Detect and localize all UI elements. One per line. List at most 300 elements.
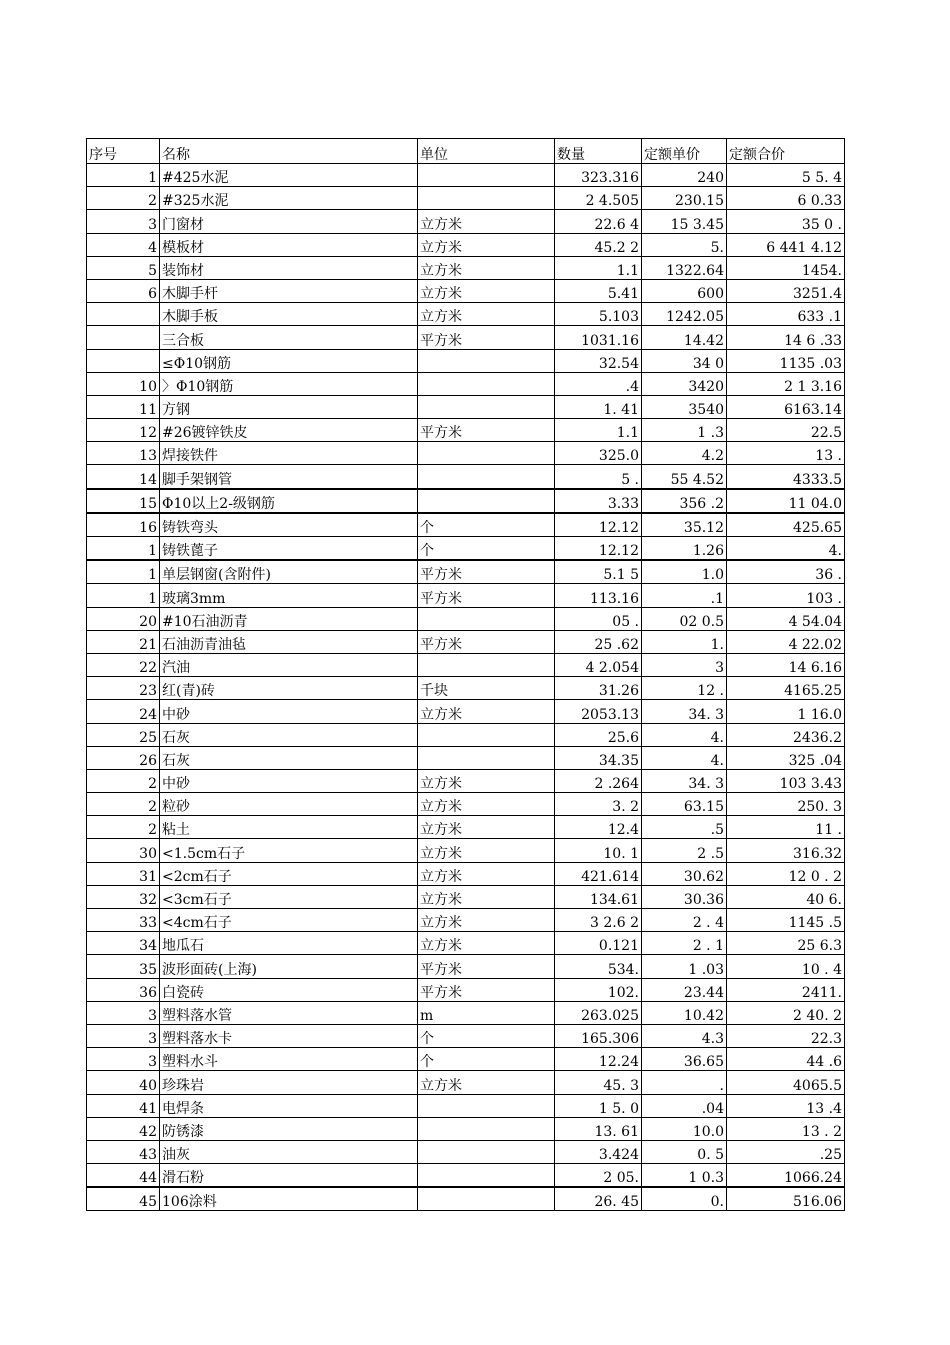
cell-quantity: 102. [555,978,642,1001]
cell-quantity: 22.6 4 [555,210,642,233]
cell-unit-price: 3540 [642,395,727,418]
cell-index: 44 [87,1164,160,1188]
table-row [87,233,845,256]
cell-quantity: .4 [555,372,642,395]
cell-name: <1.5cm石子 [160,839,418,862]
cell-unit-price: .5 [642,816,727,839]
cell-unit-price: 3420 [642,372,727,395]
cell-unit: 平方米 [418,978,555,1001]
cell-index: 3 [87,1048,160,1071]
cell-quantity: 134.61 [555,885,642,908]
cell-index: 33 [87,909,160,932]
cell-total-price: 25 6.3 [727,932,845,955]
cell-index: 10 [87,372,160,395]
cell-unit-price: 34 0 [642,349,727,372]
cell-total-price: 316.32 [727,839,845,862]
cell-quantity: 5 . [555,465,642,489]
cell-name: #26镀锌铁皮 [160,419,418,442]
cell-name: 波形面砖(上海) [160,955,418,978]
cell-total-price: 103 . [727,584,845,607]
cell-total-price: 1135 .03 [727,349,845,372]
cell-unit: m [418,1001,555,1024]
cell-unit [418,442,555,465]
table-row [87,256,845,279]
cell-total-price: 12 0 . 2 [727,862,845,885]
cell-total-price: 6163.14 [727,395,845,418]
cell-unit-price: 34. 3 [642,700,727,723]
cell-unit [418,1117,555,1140]
cell-index: 24 [87,700,160,723]
cell-unit-price: 10.42 [642,1001,727,1024]
cell-unit-price: 14.42 [642,326,727,349]
cell-quantity: 45.2 2 [555,233,642,256]
cell-unit [418,723,555,746]
cell-unit: 立方米 [418,932,555,955]
table-row [87,1001,845,1024]
cell-unit-price: 1.26 [642,537,727,561]
cell-index: 34 [87,932,160,955]
cell-index: 11 [87,395,160,418]
cell-total-price: 13 . [727,442,845,465]
cell-quantity: 34.35 [555,746,642,769]
cell-total-price: 11 . [727,816,845,839]
cell-unit-price: 356 .2 [642,489,727,513]
cell-unit: 立方米 [418,1071,555,1094]
cell-total-price: 425.65 [727,513,845,537]
cell-name: 脚手架钢管 [160,465,418,489]
table-row [87,419,845,442]
cell-index [87,303,160,326]
cell-quantity: 45. 3 [555,1071,642,1094]
cell-name: <4cm石子 [160,909,418,932]
cell-quantity: 3.33 [555,489,642,513]
cell-total-price: 14 6.16 [727,653,845,676]
cell-unit: 立方米 [418,909,555,932]
cell-index: 3 [87,1024,160,1047]
cell-total-price: 6 441 4.12 [727,233,845,256]
cell-index: 15 [87,489,160,513]
cell-total-price: 5 5. 4 [727,164,845,187]
cell-name: 电焊条 [160,1094,418,1117]
cell-name: #10石油沥青 [160,607,418,630]
cell-total-price: 2 40. 2 [727,1001,845,1024]
cell-unit: 个 [418,537,555,561]
cell-unit [418,465,555,489]
cell-unit-price: .1 [642,584,727,607]
cell-quantity: 5.103 [555,303,642,326]
cell-index: 1 [87,164,160,187]
table-row [87,1024,845,1047]
cell-unit: 立方米 [418,769,555,792]
cell-quantity: 31.26 [555,677,642,700]
cell-unit-price: 30.62 [642,862,727,885]
table-row [87,164,845,187]
cell-unit: 个 [418,513,555,537]
header-unit-price: 定额单价 [642,139,727,164]
cell-index: 30 [87,839,160,862]
cell-total-price: 36 . [727,560,845,584]
header-unit: 单位 [418,139,555,164]
cell-quantity: 325.0 [555,442,642,465]
cell-unit: 平方米 [418,584,555,607]
cell-unit-price: 4. [642,723,727,746]
table-row [87,537,845,561]
cell-name: 粒砂 [160,793,418,816]
table-row [87,955,845,978]
table-row [87,1094,845,1117]
cell-quantity: 1 5. 0 [555,1094,642,1117]
cell-total-price: 516.06 [727,1187,845,1211]
cell-quantity: 1.1 [555,419,642,442]
cell-unit [418,746,555,769]
cell-name: 石灰 [160,723,418,746]
cell-quantity: 421.614 [555,862,642,885]
table-row [87,1187,845,1211]
cell-total-price: 6 0.33 [727,187,845,210]
cell-unit: 立方米 [418,793,555,816]
cell-name: 木脚手板 [160,303,418,326]
cell-total-price: 10 . 4 [727,955,845,978]
cell-unit-price: 3 [642,653,727,676]
table-row [87,187,845,210]
cell-index: 42 [87,1117,160,1140]
cell-total-price: 1 16.0 [727,700,845,723]
cell-unit-price: 1 .3 [642,419,727,442]
cell-total-price: 4. [727,537,845,561]
cell-unit [418,187,555,210]
cell-name: 中砂 [160,769,418,792]
cell-total-price: 250. 3 [727,793,845,816]
cell-total-price: 1145 .5 [727,909,845,932]
table-row [87,349,845,372]
cell-name: 门窗材 [160,210,418,233]
cell-unit [418,372,555,395]
cell-total-price: 1066.24 [727,1164,845,1188]
cell-name: 铸铁蓖子 [160,537,418,561]
cell-total-price: 22.5 [727,419,845,442]
table-row [87,442,845,465]
cell-quantity: 1031.16 [555,326,642,349]
cell-unit [418,607,555,630]
cell-unit [418,489,555,513]
table-row [87,839,845,862]
cell-unit-price: 1.0 [642,560,727,584]
cell-name: #425水泥 [160,164,418,187]
cell-name: <2cm石子 [160,862,418,885]
cell-unit [418,1094,555,1117]
header-name: 名称 [160,139,418,164]
cell-quantity: 1. 41 [555,395,642,418]
cell-quantity: 2053.13 [555,700,642,723]
cell-total-price: 4333.5 [727,465,845,489]
cell-name: 石油沥青油毡 [160,630,418,653]
cell-quantity: 13. 61 [555,1117,642,1140]
cell-name: ≤Φ10钢筋 [160,349,418,372]
table-row [87,932,845,955]
cell-unit-price: 4.3 [642,1024,727,1047]
cell-index: 1 [87,584,160,607]
cell-unit-price: 12 . [642,677,727,700]
cell-name: 石灰 [160,746,418,769]
cell-quantity: 113.16 [555,584,642,607]
cell-total-price: 14 6 .33 [727,326,845,349]
table-row [87,1164,845,1188]
cell-total-price: .25 [727,1140,845,1163]
cell-unit-price: 2 . 1 [642,932,727,955]
header-row [87,139,845,164]
cell-unit: 立方米 [418,700,555,723]
cell-total-price: 40 6. [727,885,845,908]
cell-unit-price: 0. [642,1187,727,1211]
table-row [87,395,845,418]
header-index: 序号 [87,139,160,164]
cell-quantity: 1.1 [555,256,642,279]
cell-name: 油灰 [160,1140,418,1163]
cell-unit-price: 23.44 [642,978,727,1001]
cell-index: 22 [87,653,160,676]
cell-name: 106涂料 [160,1187,418,1211]
table-row [87,1071,845,1094]
cell-quantity: 3 2.6 2 [555,909,642,932]
cell-total-price: 2411. [727,978,845,1001]
cell-index: 31 [87,862,160,885]
table-row [87,1117,845,1140]
cell-total-price: 13 . 2 [727,1117,845,1140]
cell-total-price: 2 1 3.16 [727,372,845,395]
cell-unit-price: 240 [642,164,727,187]
cell-quantity: 263.025 [555,1001,642,1024]
cell-index: 2 [87,793,160,816]
cell-unit-price: . [642,1071,727,1094]
cell-name: 木脚手杆 [160,279,418,302]
cell-index: 3 [87,1001,160,1024]
cell-unit [418,349,555,372]
table-row [87,489,845,513]
cell-name: 白瓷砖 [160,978,418,1001]
cell-total-price: 4 54.04 [727,607,845,630]
cell-unit: 个 [418,1048,555,1071]
cell-total-price: 44 .6 [727,1048,845,1071]
cell-quantity: 12.12 [555,537,642,561]
cell-unit-price: 2 .5 [642,839,727,862]
cell-quantity: 2 4.505 [555,187,642,210]
cell-name: 汽油 [160,653,418,676]
cell-name: <3cm石子 [160,885,418,908]
cell-unit: 立方米 [418,885,555,908]
cell-name: 焊接铁件 [160,442,418,465]
cell-index: 43 [87,1140,160,1163]
cell-unit: 立方米 [418,862,555,885]
cell-unit-price: 5. [642,233,727,256]
cell-index: 16 [87,513,160,537]
cell-total-price: 35 0 . [727,210,845,233]
table-row [87,210,845,233]
table-row [87,816,845,839]
cell-quantity: 5.41 [555,279,642,302]
table-row [87,1140,845,1163]
cell-total-price: 3251.4 [727,279,845,302]
cell-unit-price: 10.0 [642,1117,727,1140]
cell-unit-price: 63.15 [642,793,727,816]
cell-unit-price: 35.12 [642,513,727,537]
cell-unit [418,395,555,418]
table-row [87,978,845,1001]
cell-index: 36 [87,978,160,1001]
cell-quantity: 12.4 [555,816,642,839]
cell-unit-price: 600 [642,279,727,302]
cell-unit-price: 1322.64 [642,256,727,279]
cell-unit: 立方米 [418,303,555,326]
cell-unit-price: 0. 5 [642,1140,727,1163]
cell-index: 2 [87,816,160,839]
cell-name: 玻璃3mm [160,584,418,607]
cell-name: 地瓜石 [160,932,418,955]
cell-index: 35 [87,955,160,978]
materials-sheet [86,138,844,1211]
cell-quantity: 5.1 5 [555,560,642,584]
cell-quantity: 05 . [555,607,642,630]
table-row [87,1048,845,1071]
cell-quantity: 323.316 [555,164,642,187]
table-row [87,909,845,932]
cell-total-price: 325 .04 [727,746,845,769]
cell-index: 5 [87,256,160,279]
cell-name: 中砂 [160,700,418,723]
cell-unit [418,1140,555,1163]
cell-unit-price: 4.2 [642,442,727,465]
cell-unit: 平方米 [418,630,555,653]
cell-unit-price: 4. [642,746,727,769]
cell-total-price: 4 22.02 [727,630,845,653]
cell-quantity: 12.24 [555,1048,642,1071]
cell-name: 〉Φ10钢筋 [160,372,418,395]
cell-quantity: 4 2.054 [555,653,642,676]
table-row [87,584,845,607]
cell-total-price: 1454. [727,256,845,279]
table-row [87,700,845,723]
header-quantity: 数量 [555,139,642,164]
cell-unit-price: 36.65 [642,1048,727,1071]
cell-name: 塑料水斗 [160,1048,418,1071]
cell-name: 粘土 [160,816,418,839]
cell-quantity: 534. [555,955,642,978]
cell-unit: 立方米 [418,839,555,862]
cell-name: 塑料落水卡 [160,1024,418,1047]
cell-unit-price: 02 0.5 [642,607,727,630]
cell-index: 26 [87,746,160,769]
cell-quantity: 165.306 [555,1024,642,1047]
cell-index: 6 [87,279,160,302]
cell-quantity: 32.54 [555,349,642,372]
table-row [87,653,845,676]
cell-unit: 平方米 [418,560,555,584]
cell-index: 25 [87,723,160,746]
cell-unit: 平方米 [418,326,555,349]
cell-name: 方钢 [160,395,418,418]
table-row [87,630,845,653]
cell-index [87,349,160,372]
cell-total-price: 2436.2 [727,723,845,746]
cell-unit-price: 55 4.52 [642,465,727,489]
table-row [87,862,845,885]
cell-index: 1 [87,537,160,561]
cell-total-price: 22.3 [727,1024,845,1047]
cell-unit-price: 2 . 4 [642,909,727,932]
cell-quantity: 0.121 [555,932,642,955]
cell-index: 20 [87,607,160,630]
cell-unit: 立方米 [418,816,555,839]
cell-unit [418,1187,555,1211]
cell-unit: 立方米 [418,233,555,256]
cell-total-price: 4065.5 [727,1071,845,1094]
table-row [87,560,845,584]
table-row [87,465,845,489]
cell-name: 铸铁弯头 [160,513,418,537]
cell-name: 防锈漆 [160,1117,418,1140]
cell-unit-price: .04 [642,1094,727,1117]
table-row [87,885,845,908]
cell-unit-price: 30.36 [642,885,727,908]
cell-quantity: 12.12 [555,513,642,537]
cell-quantity: 2 05. [555,1164,642,1188]
cell-unit-price: 1. [642,630,727,653]
cell-unit-price: 15 3.45 [642,210,727,233]
cell-quantity: 25.6 [555,723,642,746]
cell-unit: 平方米 [418,955,555,978]
cell-index: 3 [87,210,160,233]
cell-name: Φ10以上2-级钢筋 [160,489,418,513]
cell-name: 单层钢窗(含附件) [160,560,418,584]
cell-quantity: 2 .264 [555,769,642,792]
cell-unit: 平方米 [418,419,555,442]
table-row [87,303,845,326]
cell-name: #325水泥 [160,187,418,210]
cell-total-price: 633 .1 [727,303,845,326]
cell-total-price: 4165.25 [727,677,845,700]
cell-unit: 立方米 [418,256,555,279]
cell-unit [418,164,555,187]
cell-index: 40 [87,1071,160,1094]
cell-unit-price: 1 .03 [642,955,727,978]
cell-quantity: 25 .62 [555,630,642,653]
cell-index [87,326,160,349]
cell-index: 13 [87,442,160,465]
cell-unit [418,653,555,676]
cell-unit-price: 34. 3 [642,769,727,792]
cell-index: 12 [87,419,160,442]
materials-table-body [87,139,845,1211]
cell-index: 4 [87,233,160,256]
cell-quantity: 3.424 [555,1140,642,1163]
table-row [87,326,845,349]
cell-index: 23 [87,677,160,700]
header-total-price: 定额合价 [727,139,845,164]
cell-name: 滑石粉 [160,1164,418,1188]
cell-index: 32 [87,885,160,908]
table-row [87,769,845,792]
cell-total-price: 11 04.0 [727,489,845,513]
cell-unit-price: 1 0.3 [642,1164,727,1188]
cell-index: 2 [87,187,160,210]
cell-index: 14 [87,465,160,489]
table-row [87,372,845,395]
cell-unit: 立方米 [418,279,555,302]
cell-index: 41 [87,1094,160,1117]
cell-quantity: 3. 2 [555,793,642,816]
cell-total-price: 103 3.43 [727,769,845,792]
cell-unit: 立方米 [418,210,555,233]
cell-unit: 个 [418,1024,555,1047]
